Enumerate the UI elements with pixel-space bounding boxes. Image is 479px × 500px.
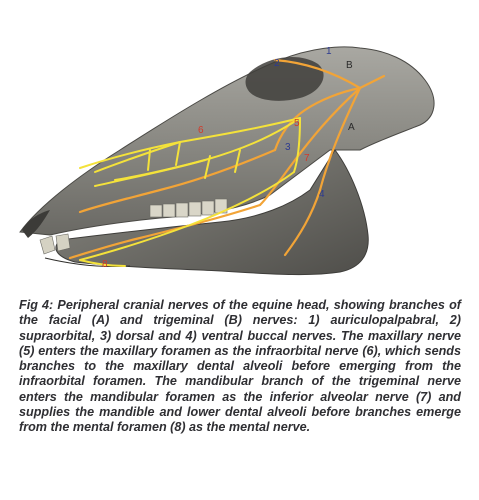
label-1: 1 [326, 46, 332, 57]
label-2: 2 [274, 58, 280, 69]
label-4: 4 [319, 189, 325, 200]
label-5: 5 [294, 118, 300, 129]
label-3: 3 [285, 142, 291, 153]
figure-caption: Fig 4: Peripheral cranial nerves of the equine head, showing branches of the facial (A) and trigeminal (B) nerves: 1) auriculopalpabral, 2) supraorbital, 3) dorsal and 4) ventral buccal nerves. The maxillary nerve (5) enters the maxillary foramen as the infraorbital nerve (6), which sends branches to the maxillary dental alveoli before emerging from the infraorbital foramen. The mandibular branch of the trigeminal nerve enters the mandibular foramen as the inferior alveolar nerve (7) and supplies the mandible and lower dental alveoli before branches emerge from the mental foramen (8) as the mental nerve. [19, 298, 461, 435]
label-7: 7 [304, 153, 310, 164]
label-8: 8 [102, 259, 108, 270]
label-6: 6 [198, 125, 204, 136]
label-B: B [346, 60, 353, 71]
label-A: A [348, 122, 355, 133]
